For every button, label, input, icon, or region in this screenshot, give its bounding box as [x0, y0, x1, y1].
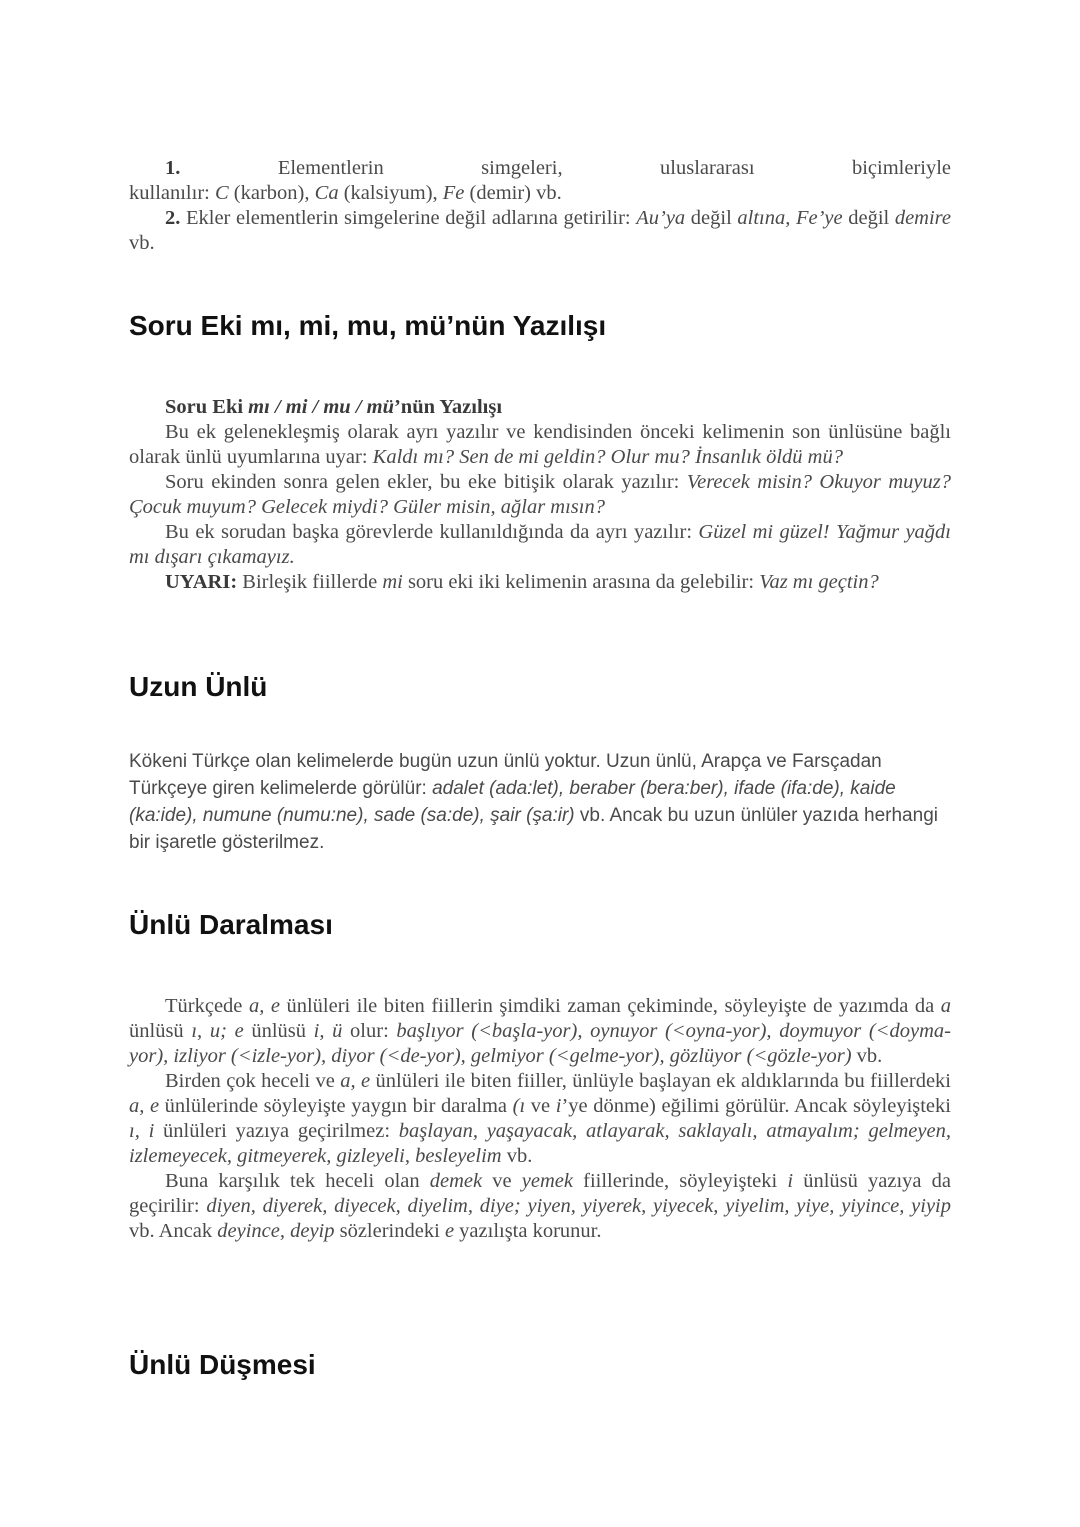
soru-eki-paragraph-3: Bu ek sorudan başka görevlerde kullanıldığında da ayrı yazılır: Güzel mi güzel! Yağmur yağdı mı dışarı çıkamayız.	[129, 521, 951, 568]
heading-unlu-daralmasi: Ünlü Daralması	[129, 909, 333, 940]
daralma-paragraph-1: Türkçede a, e ünlüleri ile biten fiillerin şimdiki zaman çekiminde, söyleyişte de yazımda da a ünlüsü ı, u; e ünlüsü i, ü olur: başlıyor (<başla-yor), oynuyor (<oyna-yor), doymuyor (<doyma-yor), izliyor (<izle-yor), diyor (<de-yor), gelmiyor (<gelme-yor), gözlüyor (<gözle-yor) vb.	[129, 995, 951, 1067]
soru-eki-warning: UYARI: Birleşik fiillerde mi soru eki iki kelimenin arasına da gelebilir: Vaz mı geçtin?	[165, 571, 879, 593]
uzun-unlu-paragraph: Kökeni Türkçe olan kelimelerde bugün uzun ünlü yoktur. Uzun ünlü, Arapça ve Farsçadan Türkçeye giren kelimelerde görülür: adalet (ada:let), beraber (bera:ber), ifade (ifa:de), kaide (ka:ide), numune (numu:ne), sade (sa:de), şair (şa:ir) vb. Ancak bu uzun ünlüler yazıda herhangi bir işaretle gösterilmez.	[129, 751, 938, 853]
daralma-paragraph-3: Buna karşılık tek heceli olan demek ve yemek fiillerinde, söyleyişteki i ünlüsü yazıya da geçirilir: diyen, diyerek, diyecek, diyelim, diye; yiyen, yiyerek, yiyecek, yiyelim, yiye, yiyince, yiyip vb. Ancak deyince, deyip sözlerindeki e yazılışta korunur.	[129, 1170, 952, 1242]
heading-soru-eki: Soru Eki mı, mi, mu, mü’nün Yazılışı	[129, 310, 607, 341]
element-symbols-list	[129, 156, 951, 256]
soru-eki-body	[129, 395, 951, 595]
unlu-daralmasi-body	[129, 994, 951, 1244]
daralma-paragraph-2: Birden çok heceli ve a, e ünlüleri ile biten fiiller, ünlüyle başlayan ek aldıklarında bu fiillerdeki a, e ünlülerinde söyleyişte yaygın bir daralma (ı ve i’ye dönme) eğilimi görülür. Ancak söyleyişteki ı, i ünlüleri yazıya geçirilmez: başlayan, yaşayacak, atlayarak, saklayalı, atmayalım; gelmeyen, izlemeyecek, gitmeyerek, gizleyeli, besleyelim vb.	[129, 1070, 951, 1167]
heading-unlu-dusmesi: Ünlü Düşmesi	[129, 1349, 316, 1380]
list-item-1-cont: kullanılır: C (karbon), Ca (kalsiyum), Fe (demir) vb.	[129, 182, 562, 204]
soru-eki-paragraph-2: Soru ekinden sonra gelen ekler, bu eke bitişik olarak yazılır: Verecek misin? Okuyor muyuz? Çocuk muyum? Gelecek miydi? Güler misin, ağlar mısın?	[129, 471, 951, 518]
heading-uzun-unlu: Uzun Ünlü	[129, 671, 268, 702]
list-item-1: 1. Elementlerin simgeleri, uluslararası biçimleriyle	[165, 157, 952, 179]
list-item-2: 2. Ekler elementlerin simgelerine değil adlarına getirilir: Au’ya değil altına, Fe’ye değil demire vb.	[129, 207, 951, 254]
soru-eki-subheading: Soru Eki mı / mi / mu / mü’nün Yazılışı	[165, 396, 503, 418]
soru-eki-paragraph-1: Bu ek gelenekleşmiş olarak ayrı yazılır ve kendisinden önceki kelimenin son ünlüsüne bağlı olarak ünlü uyumlarına uyar: Kaldı mı? Sen de mi geldin? Olur mu? İnsanlık öldü mü?	[129, 421, 951, 468]
